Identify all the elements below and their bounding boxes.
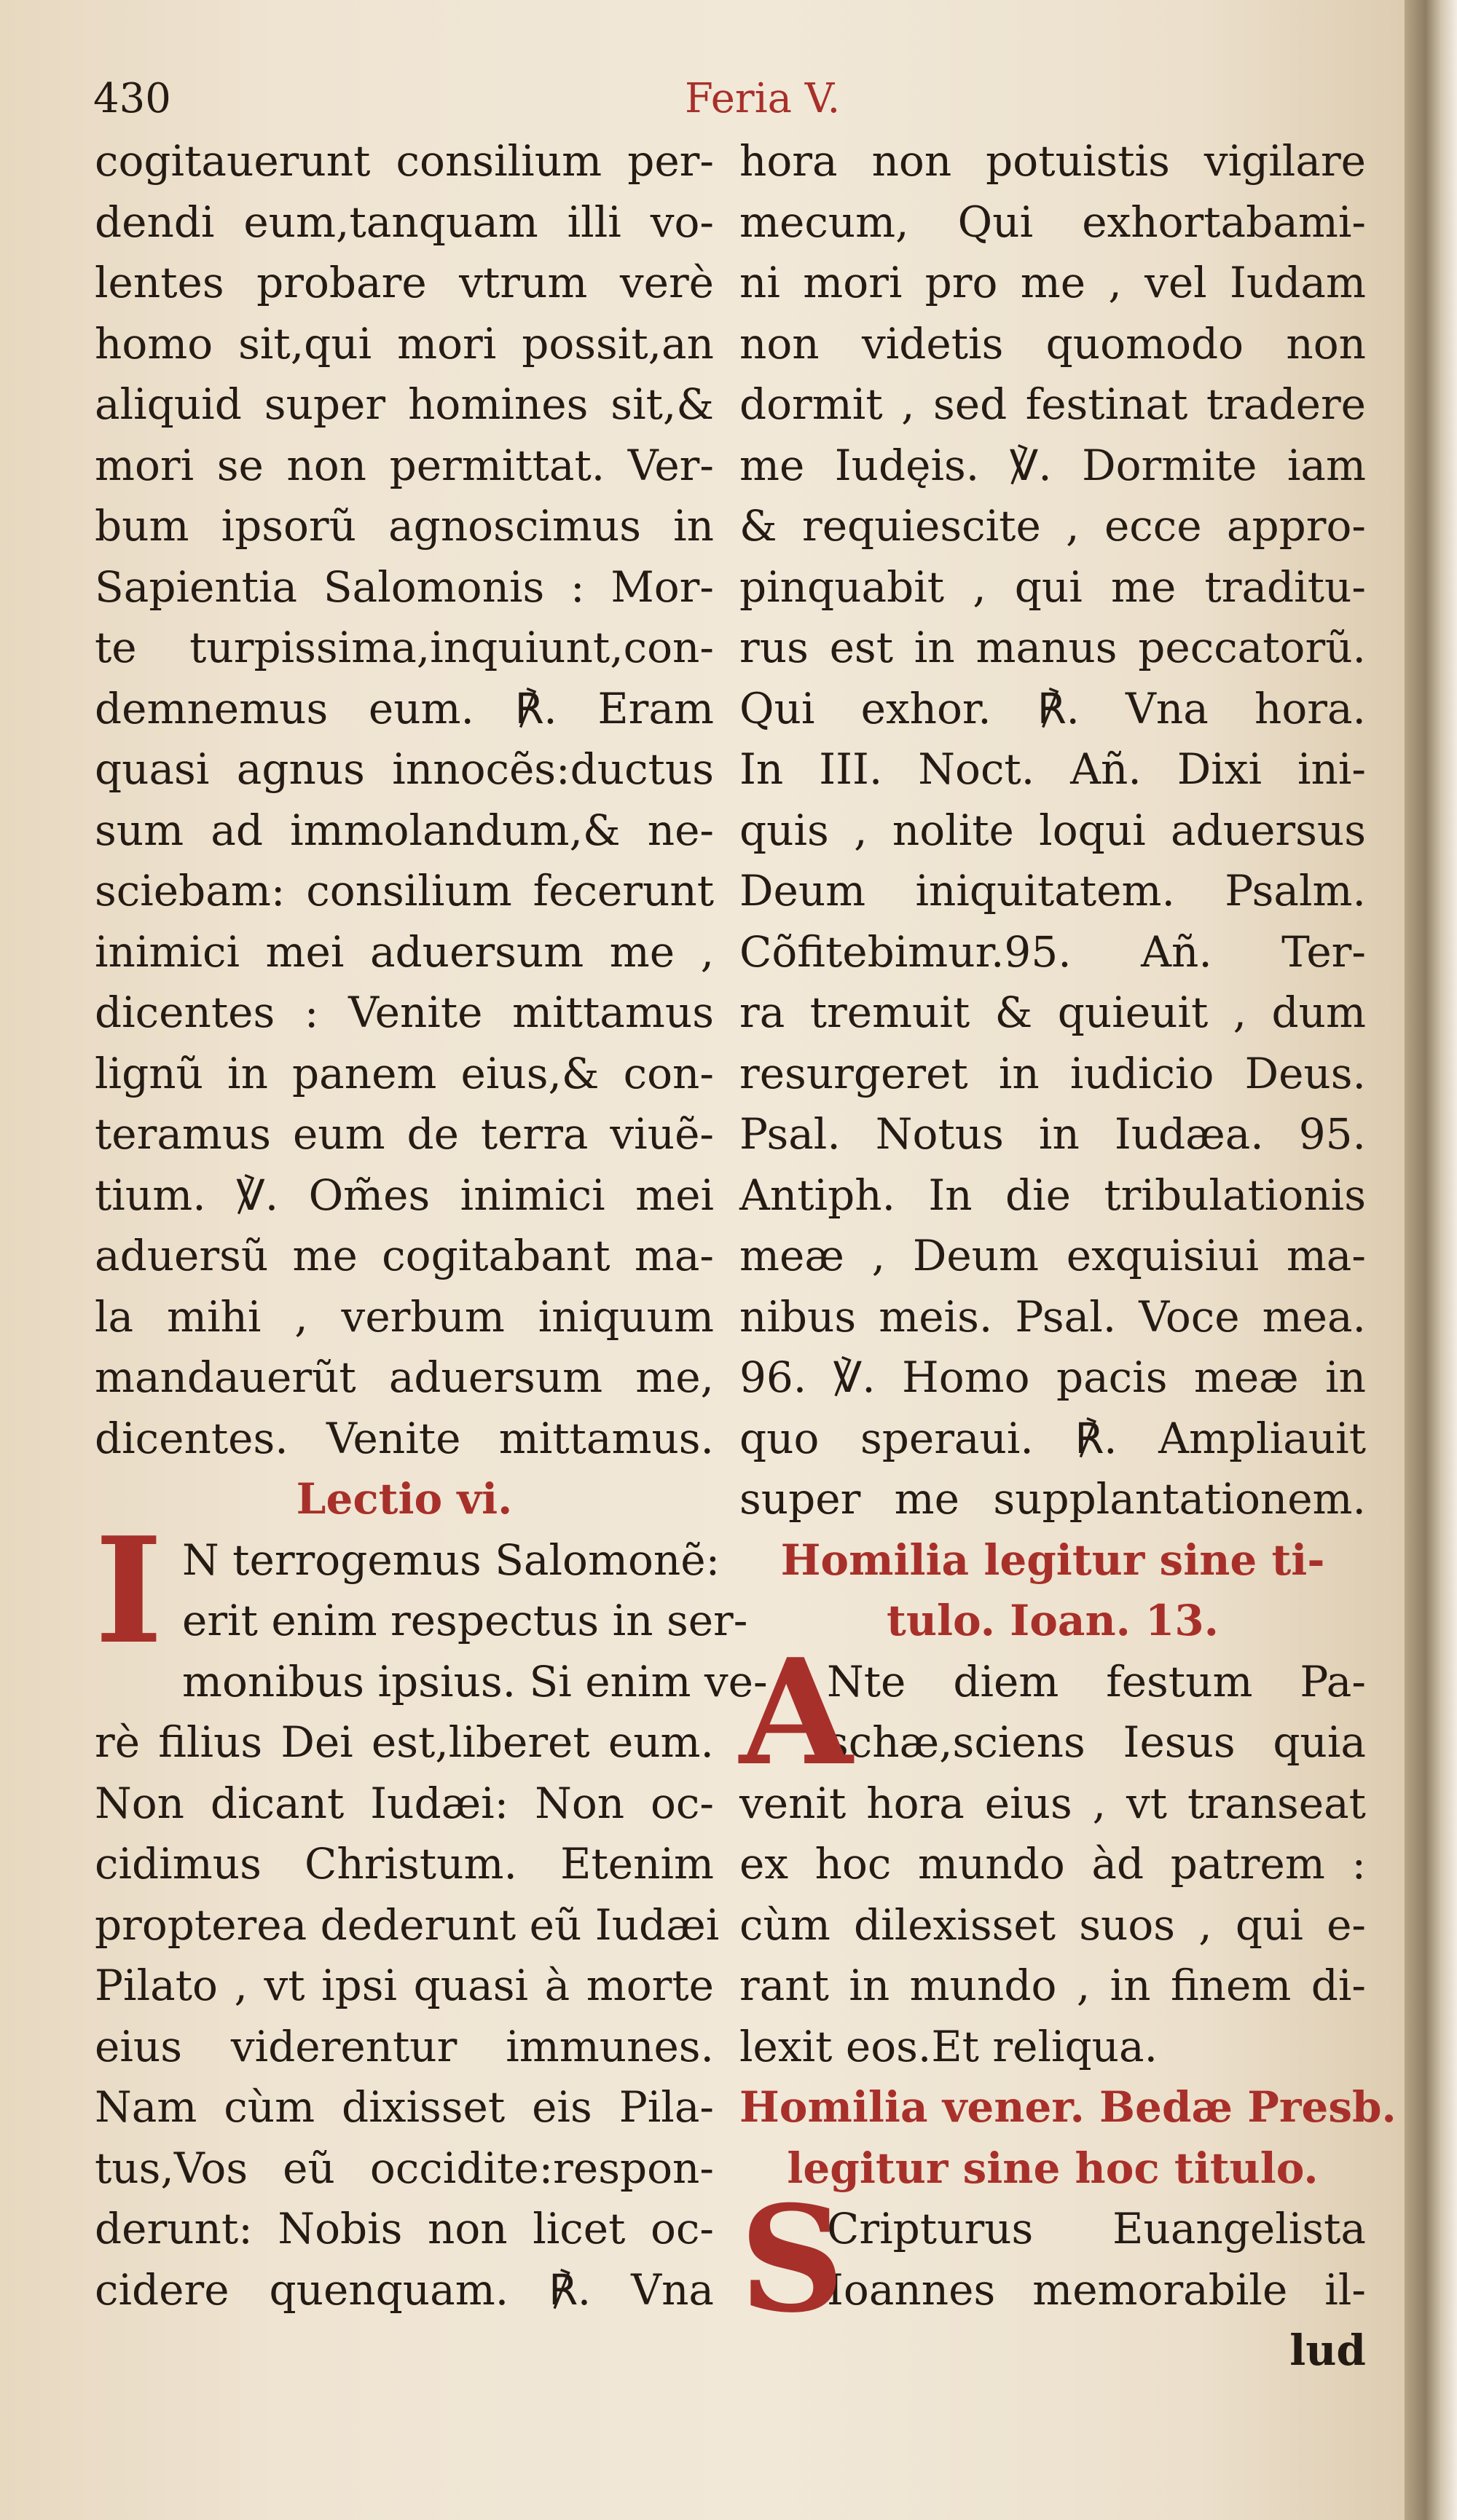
text-line: propterea dederunt eũ Iudæi	[95, 1899, 720, 1950]
text-line: demnemus eum. ℟. Eram	[95, 683, 714, 733]
text-line: meæ , Deum exquisiui ma-	[739, 1231, 1366, 1280]
text-line: sciebam: consilium fecerunt	[95, 866, 714, 916]
text-line: derunt: Nobis non licet oc-	[95, 2204, 714, 2253]
text-line: super me supplantationem.	[739, 1474, 1366, 1524]
text-line: homo sit,qui mori possit,an	[95, 318, 714, 369]
book-gutter	[1405, 0, 1457, 2520]
text-line: Cripturus Euangelista	[827, 2204, 1366, 2253]
text-line: cidimus Christum. Etenim	[95, 1839, 714, 1889]
text-line: Psal. Notus in Iudæa. 95.	[739, 1109, 1366, 1159]
text-line: In III. Noct. Añ. Dixi ini-	[739, 744, 1366, 794]
text-line: Deum iniquitatem. Psalm.	[739, 866, 1366, 916]
text-line: venit hora eius , vt transeat	[739, 1778, 1366, 1828]
text-line: quo speraui. ℟. Ampliauit	[739, 1413, 1366, 1463]
lectio-heading: Lectio vi.	[296, 1474, 513, 1524]
beda-heading: Homilia vener. Bedæ Presb.	[739, 2082, 1397, 2132]
text-line: cogitauerunt consilium per-	[95, 136, 714, 186]
drop-cap: I	[95, 1505, 163, 1677]
text-line: quasi agnus innocẽs:ductus	[95, 744, 714, 794]
text-line: aliquid super homines sit,&	[95, 379, 714, 429]
text-line: Ioannes memorabile il-	[827, 2264, 1366, 2315]
text-line: Nam cùm dixisset eis Pila-	[95, 2082, 714, 2132]
text-line: lexit eos.Et reliqua.	[739, 2021, 1158, 2071]
text-line: rant in mundo , in finem di-	[739, 1961, 1366, 2010]
text-line: cidere quenquam. ℟. Vna	[95, 2264, 714, 2315]
beda-opening	[739, 2174, 1366, 2345]
text-line: mandauerũt aduersum me,	[95, 1352, 714, 1402]
drop-cap: A	[739, 1626, 853, 1798]
text-line: non videtis quomodo non	[739, 318, 1366, 369]
text-line: dicentes. Venite mittamus.	[95, 1413, 714, 1463]
text-line: lentes probare vtrum verè	[95, 258, 714, 307]
right-column	[739, 131, 1397, 2382]
text-line: aduersũ me cogitabant ma-	[95, 1231, 714, 1280]
text-line: Antiph. In die tribulationis	[739, 1170, 1366, 1220]
text-line: bum ipsorũ agnoscimus in	[95, 501, 714, 551]
text-line: hora non potuistis vigilare	[739, 136, 1366, 186]
text-line: erit enim respectus in ser-	[182, 1596, 748, 1645]
page-number: 430	[93, 75, 171, 122]
left-column	[95, 131, 768, 2320]
text-line: monibus ipsius. Si enim ve-	[182, 1656, 768, 1706]
text-line: ex hoc mundo àd patrem :	[739, 1839, 1366, 1889]
text-line: lignũ in panem eius,& con-	[95, 1048, 714, 1098]
homily-heading: Homilia legitur sine ti-	[780, 1535, 1325, 1585]
text-line: Sapientia Salomonis : Mor-	[95, 562, 714, 612]
text-line: mecum, Qui exhortabami-	[739, 197, 1366, 247]
text-line: inimici mei aduersum me ,	[95, 926, 714, 977]
text-line: dicentes : Venite mittamus	[95, 988, 714, 1037]
text-line: cùm dilexisset suos , qui e-	[739, 1899, 1366, 1950]
text-line: te turpissima,inquiunt,con-	[95, 623, 714, 672]
text-line: pinquabit , qui me traditu-	[739, 562, 1366, 612]
text-line: mori se non permittat. Ver-	[95, 440, 714, 490]
page-header	[0, 73, 1405, 131]
running-title: Feria V.	[685, 75, 841, 122]
text-line: dendi eum,tanquam illi vo-	[95, 197, 714, 247]
text-line: ni mori pro me , vel Iudam	[739, 258, 1366, 307]
text-line: Cõfitebimur.95. Añ. Ter-	[739, 926, 1366, 977]
text-line: quis , nolite loqui aduersus	[739, 805, 1366, 855]
drop-cap: S	[739, 2174, 845, 2345]
text-line: N terrogemus Salomonẽ:	[182, 1535, 720, 1585]
text-line: la mihi , verbum iniquum	[95, 1291, 714, 1342]
text-line: nibus meis. Psal. Voce mea.	[739, 1291, 1366, 1342]
text-line: rus est in manus peccatorũ.	[739, 623, 1366, 672]
text-line: Nte diem festum Pa-	[827, 1656, 1366, 1706]
text-line: eius viderentur immunes.	[95, 2021, 714, 2071]
text-line: schæ,sciens Iesus quia	[827, 1717, 1366, 1767]
catchword: lud	[1289, 2326, 1366, 2375]
text-line: Qui exhor. ℟. Vna hora.	[739, 683, 1366, 733]
text-line: 96. ℣. Homo pacis meæ in	[739, 1352, 1366, 1402]
text-line: ra tremuit & quieuit , dum	[739, 988, 1366, 1037]
homily-heading: tulo. Ioan. 13.	[887, 1596, 1219, 1645]
text-line: & requiescite , ecce appro-	[739, 501, 1366, 551]
text-line: sum ad immolandum,& ne-	[95, 805, 714, 855]
text-line: tium. ℣. Om̃es inimici mei	[95, 1170, 714, 1220]
text-line: resurgeret in iudicio Deus.	[739, 1048, 1366, 1098]
beda-heading: legitur sine hoc titulo.	[787, 2143, 1319, 2193]
text-line: Pilato , vt ipsi quasi à morte	[95, 1961, 714, 2010]
lectio-opening	[95, 1505, 768, 1713]
text-line: me Iudęis. ℣. Dormite iam	[739, 440, 1366, 490]
text-line: tus,Vos eũ occidite:respon-	[95, 2143, 714, 2193]
text-line: dormit , sed festinat tradere	[739, 379, 1366, 429]
text-line: rè filius Dei est,liberet eum.	[95, 1717, 714, 1767]
text-line: teramus eum de terra viuẽ-	[95, 1109, 714, 1159]
homily-opening	[739, 1626, 1366, 1798]
text-line: Non dicant Iudæi: Non oc-	[95, 1778, 714, 1828]
